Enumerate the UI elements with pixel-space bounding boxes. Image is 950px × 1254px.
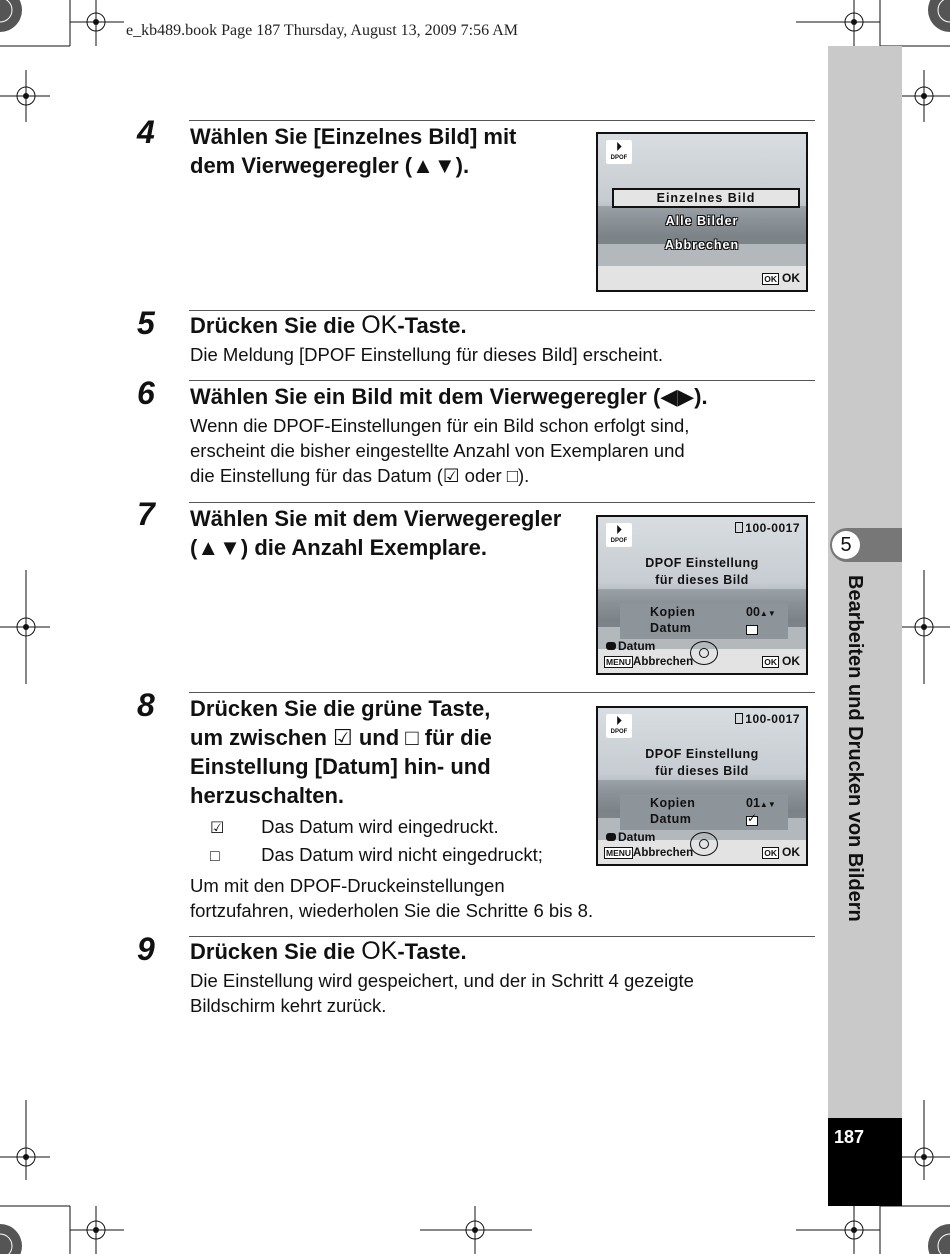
file-icon — [735, 713, 743, 724]
step-title: Wählen Sie mit dem Vierwegeregler (▲▼) die Anzahl Exemplare. — [190, 506, 562, 560]
green-button-hint: Datum — [606, 639, 655, 653]
file-number: 100-0017 — [735, 521, 800, 535]
step-body: Um mit den DPOF-Druckeinstellungen fortzufahren, wiederholen Sie die Schritte 6 bis 8. — [190, 875, 594, 921]
chapter-number: 5 — [832, 531, 860, 559]
menu-item: Abbrechen — [664, 238, 740, 252]
dpof-icon: ⏵ DPOF — [606, 714, 632, 738]
step-number: 5 — [137, 305, 153, 341]
step-divider — [189, 502, 815, 503]
step-title-line: Wählen Sie [Einzelnes Bild] mit — [190, 124, 517, 149]
four-way-controller-icon — [690, 832, 718, 856]
camera-screen-dpof-date — [596, 706, 808, 866]
date-checkbox-checked: ✓ — [747, 811, 758, 825]
bullet-item: ☑ Das Datum wird eingedruckt. — [190, 814, 499, 841]
page-number: 187 — [834, 1127, 865, 1147]
ok-indicator: OK OK — [764, 654, 800, 668]
step-number: 9 — [137, 931, 153, 967]
settings-panel: Kopien 01▲▼ Datum ✓ — [620, 794, 788, 830]
ok-indicator: OK OK — [764, 271, 800, 285]
menu-hint: MENU Abbrechen — [606, 847, 694, 859]
date-checkbox — [746, 625, 758, 635]
checked-box-icon: ☑ — [210, 820, 225, 837]
step-body: Die Einstellung wird gespeichert, und der in Schritt 4 gezeigte Bildschirm kehrt zurück. — [190, 970, 694, 1016]
step-title: Drücken Sie die grüne Taste, um zwischen ☑ und □ für die Einstellung [Datum] hin- und herzuschalten. — [190, 696, 492, 808]
step-title-line: dem Vierwegeregler (▲▼). — [190, 153, 470, 178]
step-divider — [189, 380, 815, 381]
step-divider — [189, 120, 815, 121]
chapter-title: Bearbeiten und Drucken von Bildern — [844, 575, 866, 922]
step-number: 6 — [137, 375, 153, 411]
step-title: Drücken Sie die OK-Taste. — [190, 937, 467, 965]
step-body: Wenn die DPOF-Einstellungen für ein Bild schon erfolgt sind, erscheint die bisher eingestellte Anzahl von Exemplaren und die Einstellung für das Datum (☑ oder □). — [190, 415, 690, 486]
step-number: 8 — [137, 687, 153, 723]
step-title: Drücken Sie die OK-Taste. — [190, 311, 467, 339]
step-divider — [189, 692, 815, 693]
dpof-icon: ⏵ DPOF — [606, 140, 632, 164]
step-number: 4 — [137, 114, 153, 150]
step-body: Die Meldung [DPOF Einstellung für dieses Bild] erscheint. — [190, 344, 663, 365]
dialog-title: DPOF Einstellung für dieses Bild — [645, 556, 759, 587]
camera-screen-dpof-copies — [596, 515, 808, 675]
ok-indicator: OK OK — [764, 845, 800, 859]
empty-box-icon: □ — [210, 848, 220, 865]
bullet-item: □ Das Datum wird nicht eingedruckt; — [190, 842, 543, 869]
ok-key-label: OK — [361, 311, 398, 339]
ok-key-label: OK — [361, 937, 398, 965]
step-number: 7 — [137, 496, 153, 532]
print-header: e_kb489.book Page 187 Thursday, August 13, 2009 7:56 AM — [126, 22, 518, 39]
step-title — [190, 122, 516, 180]
menu-hint: MENU Abbrechen — [606, 656, 694, 668]
file-number: 100-0017 — [735, 712, 800, 726]
four-way-controller-icon — [690, 641, 718, 665]
file-icon — [735, 522, 743, 533]
green-button-hint: Datum — [606, 830, 655, 844]
settings-panel: Kopien 00▲▼ Datum — [620, 603, 788, 639]
camera-screen-select-mode — [596, 132, 808, 292]
dpof-icon: ⏵ DPOF — [606, 523, 632, 547]
dialog-title: DPOF Einstellung für dieses Bild — [645, 747, 759, 778]
menu-item-selected: Einzelnes Bild — [612, 188, 800, 208]
step-title: Wählen Sie ein Bild mit dem Vierwegeregler (◀▶). — [190, 384, 708, 409]
menu-item: Alle Bilder — [665, 214, 739, 228]
